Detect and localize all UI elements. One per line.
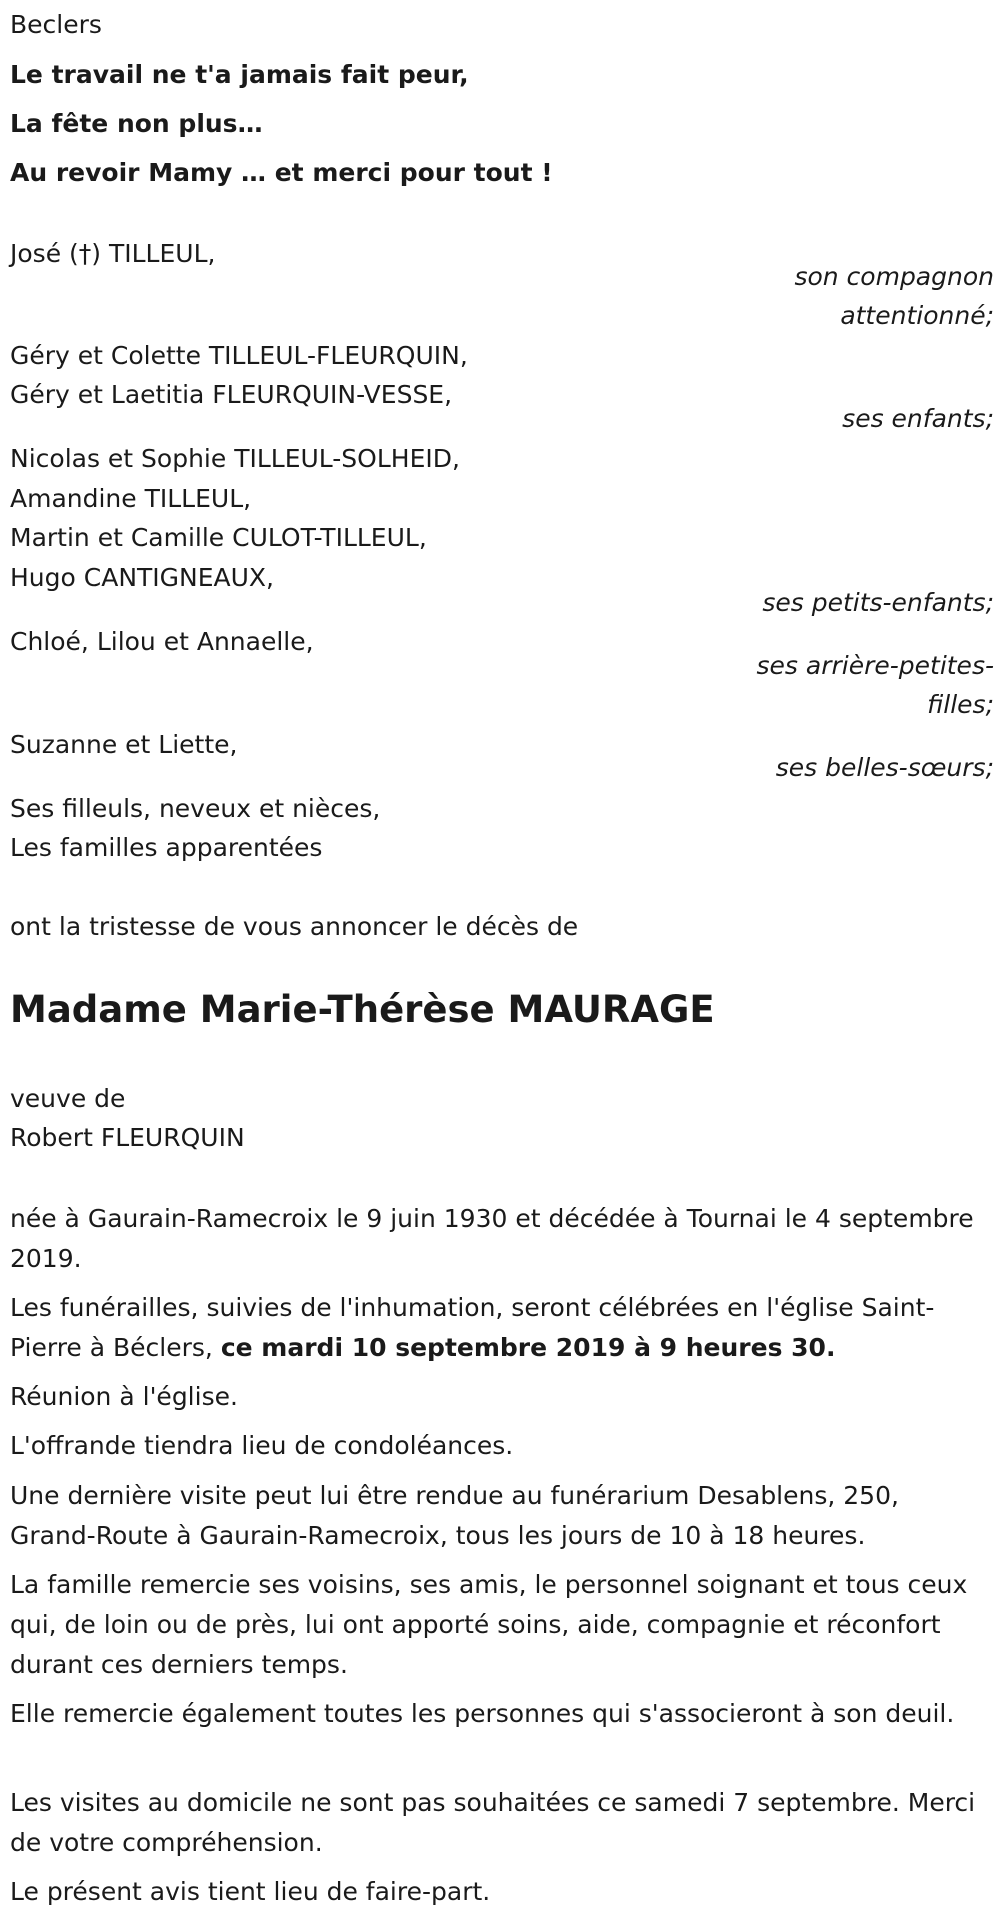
thanks-paragraph: La famille remercie ses voisins, ses amis, le personnel soignant et tous ceux qui, de loin ou de près, lui ont apporté soins, aide, compagnie et réconfort durant ces derniers temps. [10, 1570, 968, 1679]
spouse-name: Robert FLEURQUIN [10, 1123, 245, 1152]
grandchild-4: Hugo CANTIGNEAUX, [10, 563, 275, 592]
child-2: Géry et Laetitia FLEURQUIN-VESSE, [10, 380, 453, 409]
announcement-text: ont la tristesse de vous annoncer le décès de [10, 912, 579, 941]
offering-paragraph: L'offrande tiendra lieu de condoléances. [10, 1431, 514, 1460]
quote-line-2: La fête non plus… [10, 109, 263, 138]
children-role: ses enfants; [842, 404, 994, 433]
widow-of-label: veuve de [10, 1084, 126, 1113]
quote-line-3: Au revoir Mamy … et merci pour tout ! [10, 158, 553, 187]
great-grandchildren-role-line-1: ses arrière-petites- [756, 651, 994, 680]
birth-death-paragraph: née à Gaurain-Ramecroix le 9 juin 1930 et décédée à Tournai le 4 septembre 2019. [10, 1204, 974, 1273]
companion-role-line-1: son compagnon [794, 262, 994, 291]
funeral-date: ce mardi 10 septembre 2019 à 9 heures 30. [220, 1333, 836, 1362]
place-name: Beclers [10, 10, 102, 39]
grandchild-3: Martin et Camille CULOT-TILLEUL, [10, 523, 427, 552]
companion-role-line-2: attentionné; [840, 301, 994, 330]
funeral-paragraph [10, 1288, 985, 1368]
meeting-paragraph: Réunion à l'église. [10, 1382, 238, 1411]
companion-name: José (†) TILLEUL, [10, 239, 216, 268]
funeral-text: Les funérailles, suivies de l'inhumation, seront célébrées en l'église Saint-Pierre à Béclers, [10, 1293, 935, 1362]
deceased-name: Madame Marie-Thérèse MAURAGE [10, 988, 715, 1031]
home-visits-paragraph: Les visites au domicile ne sont pas souhaitées ce samedi 7 septembre. Merci de votre compréhension. [10, 1788, 976, 1857]
godchildren-nephews: Ses filleuls, neveux et nièces, [10, 794, 381, 823]
grandchild-1: Nicolas et Sophie TILLEUL-SOLHEID, [10, 444, 460, 473]
great-grandchildren: Chloé, Lilou et Annaelle, [10, 627, 314, 656]
visit-paragraph: Une dernière visite peut lui être rendue au funérarium Desablens, 250, Grand-Route à Gaurain-Ramecroix, tous les jours de 10 à 18 heures. [10, 1481, 899, 1550]
quote-line-1: Le travail ne t'a jamais fait peur, [10, 60, 469, 89]
child-1: Géry et Colette TILLEUL-FLEURQUIN, [10, 341, 468, 370]
notice-paragraph: Le présent avis tient lieu de faire-part. [10, 1877, 491, 1906]
thanks-all-paragraph: Elle remercie également toutes les personnes qui s'associeront à son deuil. [10, 1699, 955, 1728]
sisters-in-law-role: ses belles-sœurs; [775, 753, 994, 782]
grandchild-2: Amandine TILLEUL, [10, 484, 252, 513]
grandchildren-role: ses petits-enfants; [762, 588, 994, 617]
sisters-in-law: Suzanne et Liette, [10, 730, 238, 759]
related-families: Les familles apparentées [10, 833, 323, 862]
great-grandchildren-role-line-2: filles; [927, 690, 994, 719]
